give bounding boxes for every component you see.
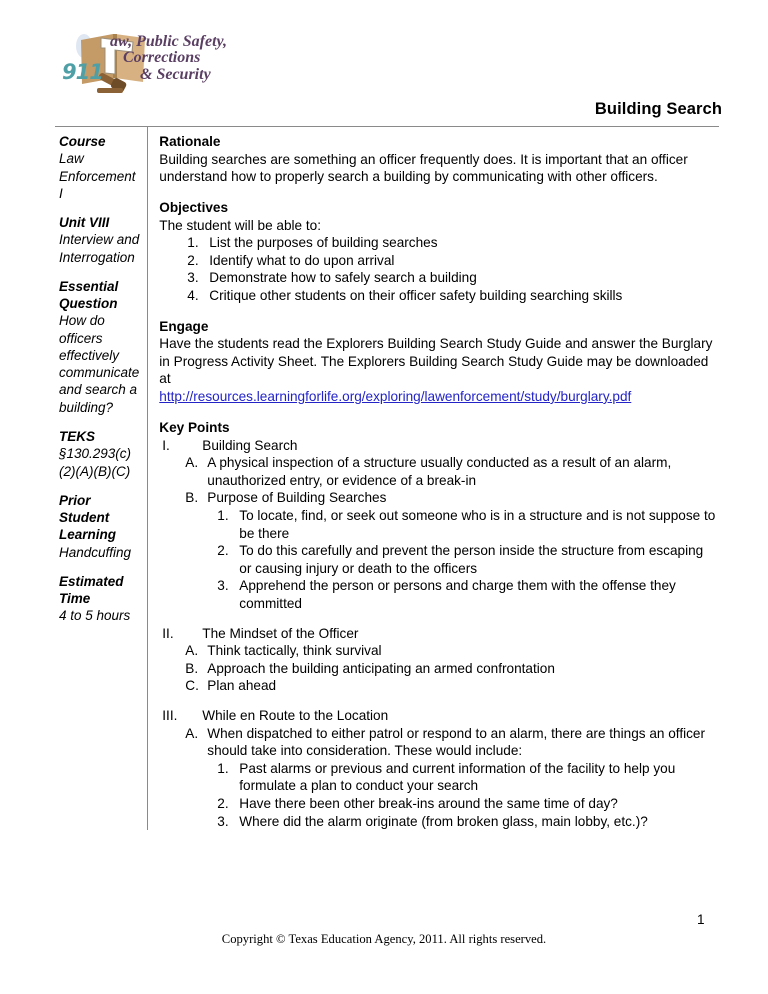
- outline-label: Past alarms or previous and current information of the facility to help you formulate a plan to conduct your search: [239, 760, 676, 794]
- section-heading-objectives: Objectives: [159, 199, 229, 215]
- page-header: [0, 0, 768, 128]
- sidebar-block-course: [59, 133, 139, 202]
- list-item: [159, 287, 719, 305]
- outline-label: To do this carefully and prevent the person inside the structure from escaping or causing injury or death to the officers: [239, 543, 704, 576]
- outline-marker: III.: [162, 707, 178, 723]
- list-item-label: Critique other students on their officer safety building searching skills: [209, 287, 623, 303]
- spacer: [159, 613, 719, 625]
- sidebar-text-essential-question: How do officers effectively communicate and search a building?: [59, 313, 140, 415]
- section-body-engage: Have the students read the Explorers Building Search Study Guide and answer the Burglary in Progress Activity Sheet. The Explorers Building Search Study Guide may be downloaded at: [159, 336, 713, 387]
- sidebar-heading-essential-question: Essential Question: [59, 278, 119, 312]
- section-heading-key-points: Key Points: [159, 419, 230, 435]
- outline-marker: 3.: [217, 578, 229, 594]
- sidebar-block-unit: [59, 214, 139, 266]
- outline-label: To locate, find, or seek out someone who is in a structure and is not suppose to be there: [239, 508, 716, 541]
- list-item-number: 3.: [187, 270, 199, 286]
- sidebar-text-unit: Interview and Interrogation: [59, 232, 140, 265]
- outline-label: A physical inspection of a structure usually conducted as a result of an alarm, unauthorized entry, or evidence of a break-in: [207, 455, 672, 488]
- outline-item-level-3: [159, 760, 719, 795]
- section-key-points: [159, 419, 719, 830]
- outline-marker: B.: [185, 490, 199, 506]
- sidebar-block-essential-question: [59, 278, 139, 416]
- outline-marker: 3.: [217, 813, 229, 829]
- sidebar-text-prior-learning: Handcuffing: [59, 544, 132, 560]
- outline-item-level-2: [159, 677, 719, 695]
- logo-wordmark-line-3: & Security: [140, 65, 211, 83]
- list-item-number: 2.: [187, 252, 199, 268]
- copyright-notice: Copyright © Texas Education Agency, 2011. All rights reserved.: [221, 932, 547, 946]
- page-number: 1: [697, 912, 705, 927]
- outline-marker: II.: [162, 625, 174, 641]
- sidebar-block-prior-learning: [59, 492, 139, 561]
- sidebar-text-teks: §130.293(c) (2)(A)(B)(C): [59, 446, 132, 479]
- outline-marker: B.: [185, 660, 199, 676]
- outline-item-level-3: [159, 507, 719, 542]
- list-item: [159, 252, 719, 270]
- outline-label: Have there been other break-ins around the same time of day?: [239, 795, 618, 811]
- spacer: [159, 186, 719, 199]
- list-item-label: List the purposes of building searches: [209, 235, 438, 251]
- sidebar-heading-course: Course: [59, 134, 106, 149]
- outline-label: Approach the building anticipating an armed confrontation: [207, 660, 555, 676]
- outline-marker: A.: [185, 643, 199, 659]
- logo-wordmark-line-1: aw, Public Safety,: [110, 33, 228, 50]
- outline-marker: 1.: [217, 508, 229, 523]
- list-item: [159, 234, 719, 252]
- program-logo: [62, 28, 252, 108]
- outline-label: Building Search: [202, 437, 298, 453]
- outline-label: Think tactically, think survival: [207, 643, 382, 659]
- outline-item-level-2: [159, 454, 719, 489]
- logo-wordmark-line-2: Corrections: [123, 49, 201, 67]
- outline-label: Apprehend the person or persons and charge them with the offense they committed: [239, 578, 676, 611]
- spacer: [159, 305, 719, 318]
- outline-item-level-3: [159, 577, 719, 612]
- section-body-rationale: Building searches are something an officer frequently does. It is important that an officer understand how to properly search a building by communicating with other officers.: [159, 151, 688, 185]
- outline-marker: 1.: [217, 760, 229, 776]
- sidebar-column: [55, 127, 147, 830]
- logo-wordmark: [110, 34, 260, 83]
- page-title: Building Search: [594, 100, 722, 118]
- section-objectives: [159, 199, 719, 305]
- list-item: [159, 269, 719, 287]
- list-item-label: Demonstrate how to safely search a building: [209, 270, 477, 286]
- outline-marker: C.: [185, 678, 199, 694]
- outline-item-level-3: [159, 813, 719, 831]
- outline-marker: A.: [185, 455, 199, 471]
- outline-label: While en Route to the Location: [202, 707, 389, 723]
- lesson-plan-table: [55, 126, 719, 830]
- outline-item-level-2: [159, 725, 719, 760]
- outline-marker: 2.: [217, 795, 229, 811]
- study-guide-link[interactable]: http://resources.learningforlife.org/exploring/lawenforcement/study/burglary.pdf: [159, 388, 632, 404]
- objectives-intro: The student will be able to:: [159, 217, 321, 233]
- outline-label: Plan ahead: [207, 678, 277, 694]
- list-item-label: Identify what to do upon arrival: [209, 252, 395, 268]
- outline-item-level-3: [159, 542, 719, 577]
- outline-label: When dispatched to either patrol or respond to an alarm, there are things an officer should take into consideration. These would include:: [207, 725, 705, 759]
- spacer: [159, 406, 719, 419]
- outline-item-level-2: [159, 489, 719, 507]
- sidebar-text-course: Law Enforcement I: [59, 151, 136, 201]
- section-heading-engage: Engage: [159, 318, 209, 334]
- sidebar-text-estimated-time: 4 to 5 hours: [59, 608, 131, 624]
- outline-item-level-1: [159, 625, 719, 643]
- section-heading-rationale: Rationale: [159, 134, 221, 149]
- sidebar-block-teks: [59, 428, 139, 480]
- outline-label: The Mindset of the Officer: [202, 625, 359, 641]
- outline-marker: I.: [162, 437, 170, 453]
- sidebar-heading-unit: Unit VIII: [59, 215, 110, 231]
- list-item-number: 1.: [187, 235, 199, 251]
- outline-item-level-2: [159, 642, 719, 660]
- outline-label: Purpose of Building Searches: [207, 490, 387, 506]
- outline-marker: 2.: [217, 543, 229, 559]
- sidebar-heading-teks: TEKS: [59, 428, 96, 444]
- list-item-number: 4.: [187, 287, 199, 303]
- outline-item-level-2: [159, 660, 719, 678]
- section-engage: [159, 318, 719, 406]
- section-rationale: [159, 133, 719, 186]
- sidebar-block-estimated-time: [59, 573, 139, 625]
- outline-item-level-3: [159, 795, 719, 813]
- spacer: [159, 695, 719, 707]
- logo-badge-911: 911: [62, 60, 103, 84]
- sidebar-heading-prior-learning: Prior Student Learning: [59, 492, 117, 543]
- outline-item-level-1: [159, 707, 719, 725]
- outline-item-level-1: [159, 437, 719, 455]
- outline-label: Where did the alarm originate (from broken glass, main lobby, etc.)?: [239, 813, 648, 829]
- sidebar-heading-estimated-time: Estimated Time: [59, 573, 124, 607]
- main-content-column: [148, 127, 719, 830]
- outline-marker: A.: [185, 725, 199, 741]
